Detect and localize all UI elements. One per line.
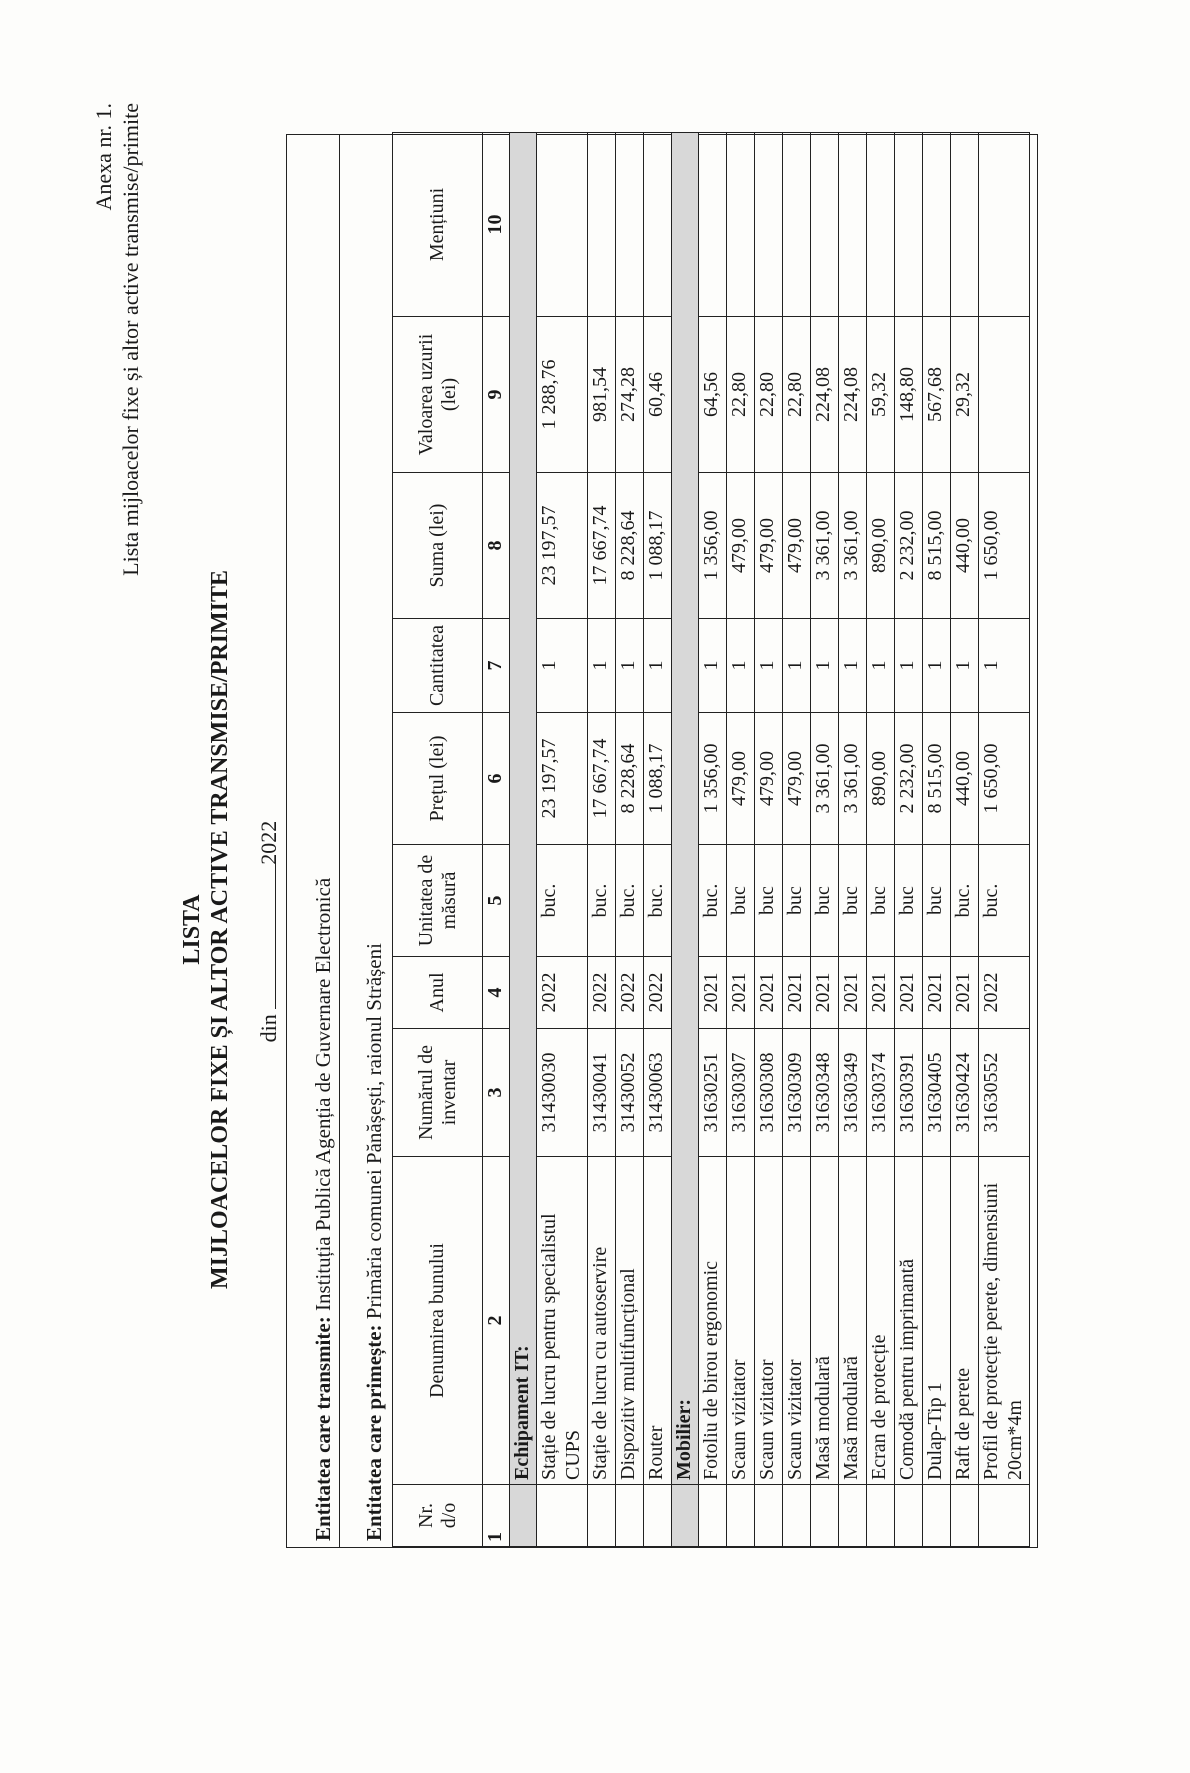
date-prefix: din <box>256 1014 281 1043</box>
cell-sum: 17 667,74 <box>588 473 616 619</box>
document-subtitle: MIJLOACELOR FIXE ȘI ALTOR ACTIVE TRANSMISE/PRIMITE <box>207 569 233 1290</box>
cell-price: 1 088,17 <box>644 713 672 845</box>
cell-inv: 31630405 <box>923 1029 951 1157</box>
cell-name: Stație de lucru pentru specialistul CUPS <box>537 1157 588 1485</box>
transmitting-entity <box>287 135 340 1547</box>
table-row <box>839 133 867 1547</box>
cell-unit: buc. <box>616 845 644 957</box>
cell-sum: 3 361,00 <box>839 473 867 619</box>
cell-year: 2021 <box>895 957 923 1029</box>
cell-sum: 1 088,17 <box>644 473 672 619</box>
cell-number <box>537 1485 588 1547</box>
cell-sum: 890,00 <box>867 473 895 619</box>
cell-name: Router <box>644 1157 672 1485</box>
document-title: LISTA <box>179 894 205 965</box>
cell-sum: 2 232,00 <box>895 473 923 619</box>
table-row <box>616 133 644 1547</box>
cell-unit: buc <box>839 845 867 957</box>
column-number: 1 <box>483 1485 510 1547</box>
cell-sum: 440,00 <box>951 473 979 619</box>
cell-year: 2022 <box>588 957 616 1029</box>
date-blank <box>257 859 276 1009</box>
cell-wear: 22,80 <box>755 317 783 473</box>
cell-note <box>537 133 588 317</box>
cell-wear: 22,80 <box>783 317 811 473</box>
category-number-cell <box>672 1485 699 1547</box>
cell-year: 2021 <box>755 957 783 1029</box>
cell-unit: buc <box>783 845 811 957</box>
title-block <box>178 0 282 1683</box>
transmitting-entity-label: Entitatea care transmite: <box>311 1316 335 1541</box>
column-number: 10 <box>483 133 510 317</box>
cell-inv: 31630309 <box>783 1029 811 1157</box>
cell-inv: 31630552 <box>979 1029 1030 1157</box>
table-row <box>811 133 839 1547</box>
cell-number <box>979 1485 1030 1547</box>
cell-note <box>923 133 951 317</box>
cell-note <box>867 133 895 317</box>
cell-price: 3 361,00 <box>811 713 839 845</box>
cell-wear: 60,46 <box>644 317 672 473</box>
cell-wear: 224,08 <box>811 317 839 473</box>
cell-sum: 1 650,00 <box>979 473 1030 619</box>
cell-note <box>616 133 644 317</box>
cell-name: Scaun vizitator <box>783 1157 811 1485</box>
cell-qty: 1 <box>811 619 839 713</box>
cell-year: 2021 <box>839 957 867 1029</box>
date-year: 2022 <box>256 820 281 865</box>
cell-qty: 1 <box>588 619 616 713</box>
table-row <box>755 133 783 1547</box>
annex-note <box>90 103 144 663</box>
column-header: Suma (lei) <box>393 473 483 619</box>
cell-number <box>616 1485 644 1547</box>
cell-wear: 64,56 <box>699 317 727 473</box>
column-number: 6 <box>483 713 510 845</box>
cell-number <box>783 1485 811 1547</box>
cell-price: 440,00 <box>951 713 979 845</box>
assets-table <box>392 132 1030 1547</box>
cell-year: 2021 <box>923 957 951 1029</box>
cell-price: 890,00 <box>867 713 895 845</box>
cell-wear: 274,28 <box>616 317 644 473</box>
cell-sum: 23 197,57 <box>537 473 588 619</box>
column-number: 9 <box>483 317 510 473</box>
cell-price: 1 356,00 <box>699 713 727 845</box>
table-row <box>699 133 727 1547</box>
table-row <box>727 133 755 1547</box>
column-number: 7 <box>483 619 510 713</box>
cell-name: Masă modulară <box>811 1157 839 1485</box>
cell-unit: buc. <box>644 845 672 957</box>
column-header: Nr. d/o <box>393 1485 483 1547</box>
cell-name: Ecran de protecție <box>867 1157 895 1485</box>
column-number: 5 <box>483 845 510 957</box>
cell-unit: buc <box>867 845 895 957</box>
cell-number <box>644 1485 672 1547</box>
cell-wear: 148,80 <box>895 317 923 473</box>
cell-price: 1 650,00 <box>979 713 1030 845</box>
cell-qty: 1 <box>727 619 755 713</box>
cell-number <box>588 1485 616 1547</box>
column-header: Unitatea de măsură <box>393 845 483 957</box>
cell-inv: 31630251 <box>699 1029 727 1157</box>
transmitting-entity-value: Instituția Publică Agenția de Guvernare Electronică <box>311 877 335 1312</box>
cell-inv: 31430063 <box>644 1029 672 1157</box>
cell-number <box>867 1485 895 1547</box>
cell-name: Dispozitiv multifuncțional <box>616 1157 644 1485</box>
cell-name: Scaun vizitator <box>755 1157 783 1485</box>
cell-unit: buc <box>923 845 951 957</box>
cell-price: 17 667,74 <box>588 713 616 845</box>
cell-qty: 1 <box>951 619 979 713</box>
cell-unit: buc. <box>699 845 727 957</box>
cell-sum: 479,00 <box>783 473 811 619</box>
table-body <box>510 133 1030 1547</box>
table-row <box>783 133 811 1547</box>
cell-year: 2022 <box>979 957 1030 1029</box>
table-row <box>537 133 588 1547</box>
date-line <box>256 90 282 1773</box>
cell-number <box>895 1485 923 1547</box>
cell-unit: buc. <box>979 845 1030 957</box>
cell-unit: buc <box>755 845 783 957</box>
table-row <box>951 133 979 1547</box>
column-header: Cantitatea <box>393 619 483 713</box>
table-header-row <box>393 133 483 1547</box>
receiving-entity <box>340 135 392 1547</box>
cell-sum: 8 515,00 <box>923 473 951 619</box>
cell-wear: 59,32 <box>867 317 895 473</box>
cell-sum: 479,00 <box>727 473 755 619</box>
cell-note <box>895 133 923 317</box>
cell-inv: 31630374 <box>867 1029 895 1157</box>
cell-wear: 567,68 <box>923 317 951 473</box>
receiving-entity-label: Entitatea care primește: <box>362 1324 386 1541</box>
cell-wear: 29,32 <box>951 317 979 473</box>
cell-qty: 1 <box>979 619 1030 713</box>
cell-price: 8 515,00 <box>923 713 951 845</box>
column-header: Numărul de inventar <box>393 1029 483 1157</box>
column-header: Prețul (lei) <box>393 713 483 845</box>
category-name: Mobilier: <box>672 133 699 1485</box>
cell-name: Raft de perete <box>951 1157 979 1485</box>
annex-subtitle: Lista mijloacelor fixe și altor active transmise/primite <box>118 103 143 576</box>
column-number: 4 <box>483 957 510 1029</box>
column-header: Denumirea bunului <box>393 1157 483 1485</box>
cell-note <box>755 133 783 317</box>
cell-name: Masă modulară <box>839 1157 867 1485</box>
cell-note <box>644 133 672 317</box>
cell-note <box>839 133 867 317</box>
cell-inv: 31630348 <box>811 1029 839 1157</box>
cell-qty: 1 <box>537 619 588 713</box>
category-number-cell <box>510 1485 537 1547</box>
cell-wear: 22,80 <box>727 317 755 473</box>
cell-note <box>951 133 979 317</box>
table-row <box>895 133 923 1547</box>
cell-price: 479,00 <box>755 713 783 845</box>
cell-inv: 31630391 <box>895 1029 923 1157</box>
cell-inv: 31630349 <box>839 1029 867 1157</box>
column-number: 3 <box>483 1029 510 1157</box>
cell-sum: 479,00 <box>755 473 783 619</box>
cell-name: Stație de lucru cu autoservire <box>588 1157 616 1485</box>
cell-sum: 8 228,64 <box>616 473 644 619</box>
cell-number <box>811 1485 839 1547</box>
cell-price: 479,00 <box>783 713 811 845</box>
cell-name: Profil de protecție perete, dimensiuni 20cm*4m <box>979 1157 1030 1485</box>
column-header: Valoarea uzurii (lei) <box>393 317 483 473</box>
cell-price: 23 197,57 <box>537 713 588 845</box>
table-row <box>923 133 951 1547</box>
table-row <box>588 133 616 1547</box>
cell-unit: buc. <box>588 845 616 957</box>
cell-note <box>811 133 839 317</box>
cell-name: Fotoliu de birou ergonomic <box>699 1157 727 1485</box>
cell-year: 2022 <box>644 957 672 1029</box>
column-number-row <box>483 133 510 1547</box>
column-number: 8 <box>483 473 510 619</box>
cell-wear: 224,08 <box>839 317 867 473</box>
cell-number <box>951 1485 979 1547</box>
cell-year: 2022 <box>616 957 644 1029</box>
cell-qty: 1 <box>783 619 811 713</box>
cell-note <box>588 133 616 317</box>
cell-number <box>923 1485 951 1547</box>
cell-inv: 31430041 <box>588 1029 616 1157</box>
cell-year: 2021 <box>867 957 895 1029</box>
table-row <box>867 133 895 1547</box>
cell-qty: 1 <box>699 619 727 713</box>
cell-inv: 31630424 <box>951 1029 979 1157</box>
list-frame <box>286 134 1038 1548</box>
cell-wear <box>979 317 1030 473</box>
cell-unit: buc. <box>951 845 979 957</box>
cell-qty: 1 <box>895 619 923 713</box>
cell-inv: 31630308 <box>755 1029 783 1157</box>
cell-unit: buc. <box>537 845 588 957</box>
annex-number: Anexa nr. 1. <box>91 103 116 211</box>
category-row <box>672 133 699 1547</box>
column-header: Anul <box>393 957 483 1029</box>
receiving-entity-value: Primăria comunei Pănășești, raionul Strășeni <box>362 943 386 1320</box>
cell-qty: 1 <box>616 619 644 713</box>
cell-unit: buc <box>811 845 839 957</box>
cell-qty: 1 <box>644 619 672 713</box>
cell-sum: 1 356,00 <box>699 473 727 619</box>
cell-number <box>699 1485 727 1547</box>
cell-unit: buc <box>727 845 755 957</box>
cell-qty: 1 <box>867 619 895 713</box>
cell-year: 2022 <box>537 957 588 1029</box>
cell-inv: 31430052 <box>616 1029 644 1157</box>
cell-number <box>727 1485 755 1547</box>
cell-inv: 31430030 <box>537 1029 588 1157</box>
cell-name: Dulap-Tip 1 <box>923 1157 951 1485</box>
cell-name: Comodă pentru imprimantă <box>895 1157 923 1485</box>
category-name: Echipament IT: <box>510 133 537 1485</box>
category-row <box>510 133 537 1547</box>
cell-qty: 1 <box>923 619 951 713</box>
table-row <box>644 133 672 1547</box>
cell-note <box>727 133 755 317</box>
cell-number <box>755 1485 783 1547</box>
cell-unit: buc <box>895 845 923 957</box>
cell-price: 479,00 <box>727 713 755 845</box>
cell-price: 2 232,00 <box>895 713 923 845</box>
cell-name: Scaun vizitator <box>727 1157 755 1485</box>
cell-wear: 1 288,76 <box>537 317 588 473</box>
cell-year: 2021 <box>811 957 839 1029</box>
cell-price: 8 228,64 <box>616 713 644 845</box>
table-row <box>979 133 1030 1547</box>
cell-price: 3 361,00 <box>839 713 867 845</box>
cell-note <box>783 133 811 317</box>
cell-year: 2021 <box>783 957 811 1029</box>
column-header: Mențiuni <box>393 133 483 317</box>
cell-year: 2021 <box>699 957 727 1029</box>
cell-sum: 3 361,00 <box>811 473 839 619</box>
cell-wear: 981,54 <box>588 317 616 473</box>
cell-inv: 31630307 <box>727 1029 755 1157</box>
cell-note <box>699 133 727 317</box>
column-number: 2 <box>483 1157 510 1485</box>
cell-number <box>839 1485 867 1547</box>
cell-note <box>979 133 1030 317</box>
cell-year: 2021 <box>727 957 755 1029</box>
cell-qty: 1 <box>839 619 867 713</box>
cell-qty: 1 <box>755 619 783 713</box>
cell-year: 2021 <box>951 957 979 1029</box>
